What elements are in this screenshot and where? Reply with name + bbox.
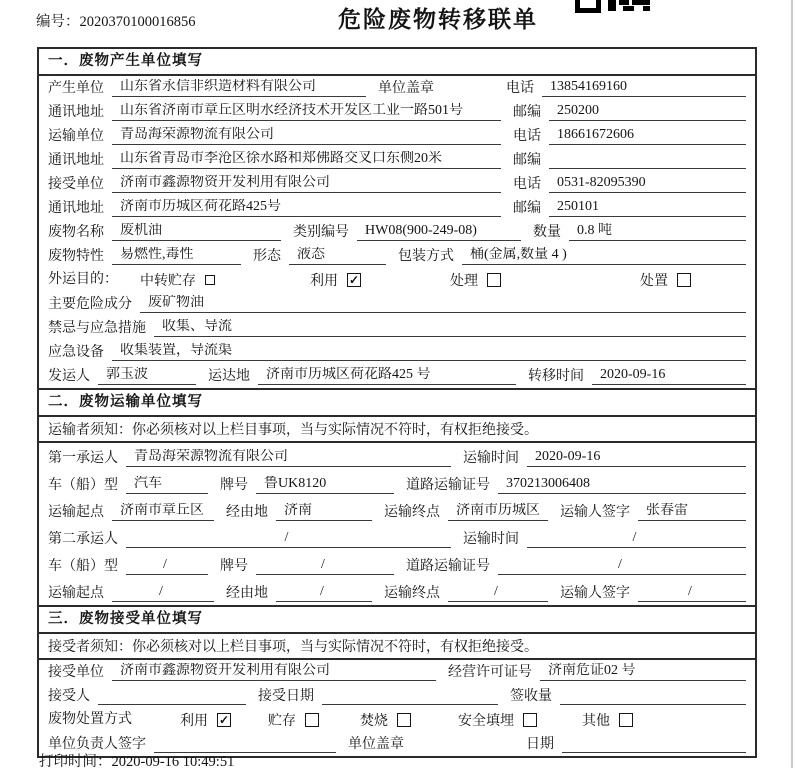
second-via-field (226, 584, 384, 602)
first-carrier-field (48, 449, 463, 467)
first-transport-date-label: 运输时间 (463, 451, 519, 466)
second-endpoint-label: 运输终点 (384, 586, 440, 601)
form-row (39, 443, 755, 470)
main-hazard-component-value: 废矿物油 (140, 295, 746, 313)
accept-date-field (258, 689, 510, 705)
second-road-permit-value: / (498, 557, 746, 575)
first-plate-number-label: 牌号 (220, 478, 248, 493)
producer-unit-field (48, 79, 378, 97)
section-receiver (39, 605, 755, 756)
print-time-line (39, 750, 234, 768)
responsible-person-signature-label: 单位负责人签字 (48, 737, 146, 752)
seal-date-value (562, 751, 746, 753)
section-producer-title: 一．废物产生单位填写 (39, 49, 755, 76)
transfer-date-value: 2020-09-16 (592, 367, 746, 385)
first-vehicle-type-value: 汽车 (126, 476, 208, 494)
consignor-field (48, 367, 208, 385)
section-receiver-title: 三．废物接受单位填写 (39, 607, 755, 634)
transport-address-label: 通讯地址 (48, 153, 104, 168)
first-endpoint-value: 济南市历城区 (448, 503, 548, 521)
second-plate-number-field (220, 557, 406, 575)
form-row (39, 578, 755, 605)
waste-characteristics-field (48, 247, 253, 265)
form-row (39, 660, 755, 684)
section-producer (39, 49, 755, 388)
form-row (39, 470, 755, 497)
second-plate-number-value: / (256, 557, 394, 575)
purpose-dispose-item (640, 270, 746, 290)
transfer-date-field (528, 367, 746, 385)
producer-unit-value: 山东省永信非织造材料有限公司 (112, 79, 366, 97)
first-origin-label: 运输起点 (48, 505, 104, 520)
transfer-manifest-table (37, 47, 757, 758)
form-row (39, 524, 755, 551)
first-transport-date-field (463, 449, 746, 467)
transport-phone-value: 18661672606 (549, 127, 746, 145)
main-hazard-component-field (48, 295, 746, 313)
business-license-number-label: 经营许可证号 (448, 665, 532, 680)
transport-postcode-field (513, 153, 746, 169)
received-quantity-field (510, 689, 746, 705)
second-endpoint-field (384, 584, 560, 602)
receiver-phone-value: 0531-82095390 (549, 175, 746, 193)
purpose-treat-label: 处理 (450, 274, 478, 289)
producer-unit-label: 产生单位 (48, 81, 104, 96)
producer-address-value: 山东省济南市章丘区明水经济技术开发区工业一路501号 (112, 103, 501, 121)
first-road-permit-label: 道路运输证号 (406, 478, 490, 493)
second-carrier-field (48, 530, 463, 548)
disposal-landfill-item (458, 710, 582, 730)
second-origin-label: 运输起点 (48, 586, 104, 601)
first-endpoint-label: 运输终点 (384, 505, 440, 520)
second-via-value: / (276, 584, 372, 602)
main-hazard-component-label: 主要危险成分 (48, 297, 132, 312)
transport-postcode-label: 邮编 (513, 153, 541, 168)
section-transporter-note: 运输者须知：你必须核对以上栏目事项，当与实际情况不符时，有权拒绝接受。 (39, 417, 755, 443)
disposal-incinerate-item (360, 710, 458, 730)
first-via-field (226, 503, 384, 521)
first-road-permit-value: 370213006408 (498, 476, 746, 494)
form-row (39, 364, 755, 388)
emergency-equipment-label: 应急设备 (48, 345, 104, 360)
transport-address-value: 山东省青岛市李沧区徐水路和郑佛路交叉口东侧20米 (112, 151, 501, 169)
qr-code-fragment (575, 0, 657, 13)
second-origin-value: / (112, 584, 214, 602)
receiver-postcode-label: 邮编 (513, 201, 541, 216)
disposal-other-item (582, 710, 746, 730)
disposal-storage-checkbox (305, 713, 319, 727)
form-row (39, 268, 755, 292)
delivery-place-field (208, 367, 528, 385)
first-via-label: 经由地 (226, 505, 268, 520)
waste-form-field (253, 247, 398, 265)
waste-quantity-label: 数量 (533, 225, 561, 240)
receiver-phone-label: 电话 (513, 177, 541, 192)
form-row (39, 684, 755, 708)
second-vehicle-type-field (48, 557, 220, 575)
accept-unit-label: 接受单位 (48, 665, 104, 680)
purpose-transit-storage-checkbox (205, 275, 215, 285)
section-transporter-title: 二．废物运输单位填写 (39, 390, 755, 417)
purpose-transit-storage-label: 中转贮存 (140, 274, 196, 289)
waste-quantity-value: 0.8 吨 (569, 223, 746, 241)
form-row (39, 340, 755, 364)
second-origin-field (48, 584, 226, 602)
packaging-method-label: 包装方式 (398, 249, 454, 264)
waste-category-code-value: HW08(900-249-08) (357, 223, 521, 241)
second-carrier-signature-value: / (638, 584, 746, 602)
transfer-date-label: 转移时间 (528, 369, 584, 384)
disposal-utilize-label: 利用 (180, 714, 208, 729)
first-vehicle-type-label: 车（船）型 (48, 478, 118, 493)
packaging-method-field (398, 247, 746, 265)
first-carrier-value: 青岛海荣源物流有限公司 (126, 449, 451, 467)
second-transport-date-value: / (527, 530, 746, 548)
receiver-address-field (48, 199, 513, 217)
producer-phone-field (506, 79, 746, 97)
receiver-phone-field (513, 175, 746, 193)
form-row (39, 497, 755, 524)
transport-unit-label: 运输单位 (48, 129, 104, 144)
accept-date-value (322, 703, 498, 705)
seal-date-label: 日期 (526, 737, 554, 752)
disposal-utilize-checkbox: ✓ (218, 713, 230, 727)
business-license-number-value: 济南危证02 号 (540, 663, 746, 681)
form-row (39, 220, 755, 244)
received-quantity-value (560, 703, 746, 705)
first-plate-number-field (220, 476, 406, 494)
transport-phone-label: 电话 (513, 129, 541, 144)
second-plate-number-label: 牌号 (220, 559, 248, 574)
producer-postcode-label: 邮编 (513, 105, 541, 120)
purpose-treat-item (450, 270, 640, 290)
disposal-other-label: 其他 (582, 714, 610, 729)
producer-address-field (48, 103, 513, 121)
form-row (39, 172, 755, 196)
first-carrier-signature-value: 张春雷 (638, 503, 746, 521)
transport-address-field (48, 151, 513, 169)
purpose-utilize-label: 利用 (310, 274, 338, 289)
receiver-postcode-field (513, 199, 746, 217)
business-license-number-field (448, 663, 746, 681)
received-quantity-label: 签收量 (510, 689, 552, 704)
second-via-label: 经由地 (226, 586, 268, 601)
receiver-unit-value: 济南市鑫源物资开发利用有限公司 (112, 175, 501, 193)
first-origin-field (48, 503, 226, 521)
first-origin-value: 济南市章丘区 (112, 503, 214, 521)
purpose-transit-storage-item (140, 270, 310, 290)
packaging-method-value: 桶(金属,数量 4 ) (462, 247, 746, 265)
waste-form-label: 形态 (253, 249, 281, 264)
seal-date-field (526, 737, 746, 753)
transport-postcode-value (549, 167, 746, 169)
accept-date-label: 接受日期 (258, 689, 314, 704)
form-row (39, 551, 755, 578)
form-row (39, 148, 755, 172)
form-row (39, 316, 755, 340)
second-road-permit-label: 道路运输证号 (406, 559, 490, 574)
second-road-permit-field (406, 557, 746, 575)
second-carrier-label: 第二承运人 (48, 532, 118, 547)
disposal-method-label: 废物处置方式 (48, 712, 132, 727)
first-transport-date-value: 2020-09-16 (527, 449, 746, 467)
first-vehicle-type-field (48, 476, 220, 494)
waste-name-value: 废机油 (112, 223, 281, 241)
outbound-purpose-label: 外运目的： (48, 272, 118, 287)
delivery-place-value: 济南市历城区荷花路425 号 (258, 367, 516, 385)
emergency-equipment-field (48, 343, 746, 361)
purpose-dispose-label: 处置 (640, 274, 668, 289)
transport-unit-field (48, 127, 513, 145)
unit-seal-label: 单位盖章 (378, 81, 434, 96)
purpose-utilize-item (310, 270, 450, 290)
waste-characteristics-value: 易燃性,毒性 (112, 247, 241, 265)
purpose-treat-checkbox (487, 273, 501, 287)
disposal-incinerate-label: 焚烧 (360, 714, 388, 729)
contraindication-measures-value: 收集、导流 (154, 319, 746, 337)
contraindication-measures-field (48, 319, 746, 337)
section-receiver-note: 接受者须知：你必须核对以上栏目事项，当与实际情况不符时，有权拒绝接受。 (39, 634, 755, 660)
second-carrier-signature-field (560, 584, 746, 602)
page-edge-line (791, 0, 793, 768)
delivery-place-label: 运达地 (208, 369, 250, 384)
print-time-value: 2020-09-16 10:49:51 (111, 754, 235, 768)
first-road-permit-field (406, 476, 746, 494)
producer-address-label: 通讯地址 (48, 105, 104, 120)
disposal-storage-label: 贮存 (268, 714, 296, 729)
form-row (39, 124, 755, 148)
first-carrier-signature-field (560, 503, 746, 521)
form-row (39, 100, 755, 124)
receiver-unit-seal-label: 单位盖章 (348, 737, 404, 752)
second-carrier-value: / (126, 530, 451, 548)
waste-name-label: 废物名称 (48, 225, 104, 240)
disposal-storage-item (268, 710, 360, 730)
producer-postcode-field (513, 103, 746, 121)
acceptor-label: 接受人 (48, 689, 90, 704)
emergency-equipment-value: 收集装置，导流渠 (112, 343, 746, 361)
accept-unit-value: 济南市鑫源物资开发利用有限公司 (112, 663, 436, 681)
first-carrier-signature-label: 运输人签字 (560, 505, 630, 520)
first-via-value: 济南 (276, 503, 372, 521)
receiver-postcode-value: 250101 (549, 199, 746, 217)
section-transporter (39, 388, 755, 605)
first-carrier-label: 第一承运人 (48, 451, 118, 466)
second-endpoint-value: / (448, 584, 548, 602)
accept-unit-field (48, 663, 448, 681)
first-endpoint-field (384, 503, 560, 521)
form-row (39, 244, 755, 268)
receiver-unit-field (48, 175, 513, 193)
form-row (39, 708, 755, 732)
disposal-landfill-checkbox (523, 713, 537, 727)
page-title: 危险废物转移联单 (338, 7, 538, 32)
serial-number: 2020370100016856 (79, 14, 196, 30)
producer-phone-label: 电话 (506, 81, 534, 96)
second-vehicle-type-label: 车（船）型 (48, 559, 118, 574)
second-carrier-signature-label: 运输人签字 (560, 586, 630, 601)
disposal-other-checkbox (619, 713, 633, 727)
contraindication-measures-label: 禁忌与应急措施 (48, 321, 146, 336)
waste-category-code-label: 类别编号 (293, 225, 349, 240)
print-time-label: 打印时间： (39, 754, 112, 768)
acceptor-field (48, 689, 258, 705)
waste-name-field (48, 223, 293, 241)
consignor-value: 郭玉波 (98, 367, 196, 385)
disposal-incinerate-checkbox (397, 713, 411, 727)
consignor-label: 发运人 (48, 369, 90, 384)
waste-category-code-field (293, 223, 533, 241)
receiver-address-label: 通讯地址 (48, 201, 104, 216)
producer-phone-value: 13854169160 (542, 79, 746, 97)
first-plate-number-value: 鲁UK8120 (256, 476, 394, 494)
transport-unit-value: 青岛海荣源物流有限公司 (112, 127, 501, 145)
acceptor-value (98, 703, 246, 705)
second-transport-date-label: 运输时间 (463, 532, 519, 547)
waste-characteristics-label: 废物特性 (48, 249, 104, 264)
purpose-dispose-checkbox (677, 273, 691, 287)
second-vehicle-type-value: / (126, 557, 208, 575)
receiver-address-value: 济南市历城区荷花路425号 (112, 199, 501, 217)
waste-quantity-field (533, 223, 746, 241)
purpose-utilize-checkbox: ✓ (348, 273, 360, 287)
second-transport-date-field (463, 530, 746, 548)
waste-form-value: 液态 (289, 247, 386, 265)
disposal-landfill-label: 安全填埋 (458, 714, 514, 729)
form-row (39, 76, 755, 100)
serial-label: 编号： (36, 14, 80, 30)
form-row (39, 196, 755, 220)
form-row (39, 292, 755, 316)
producer-postcode-value: 250200 (549, 103, 746, 121)
receiver-unit-label: 接受单位 (48, 177, 104, 192)
disposal-utilize-item (180, 710, 268, 730)
transport-phone-field (513, 127, 746, 145)
